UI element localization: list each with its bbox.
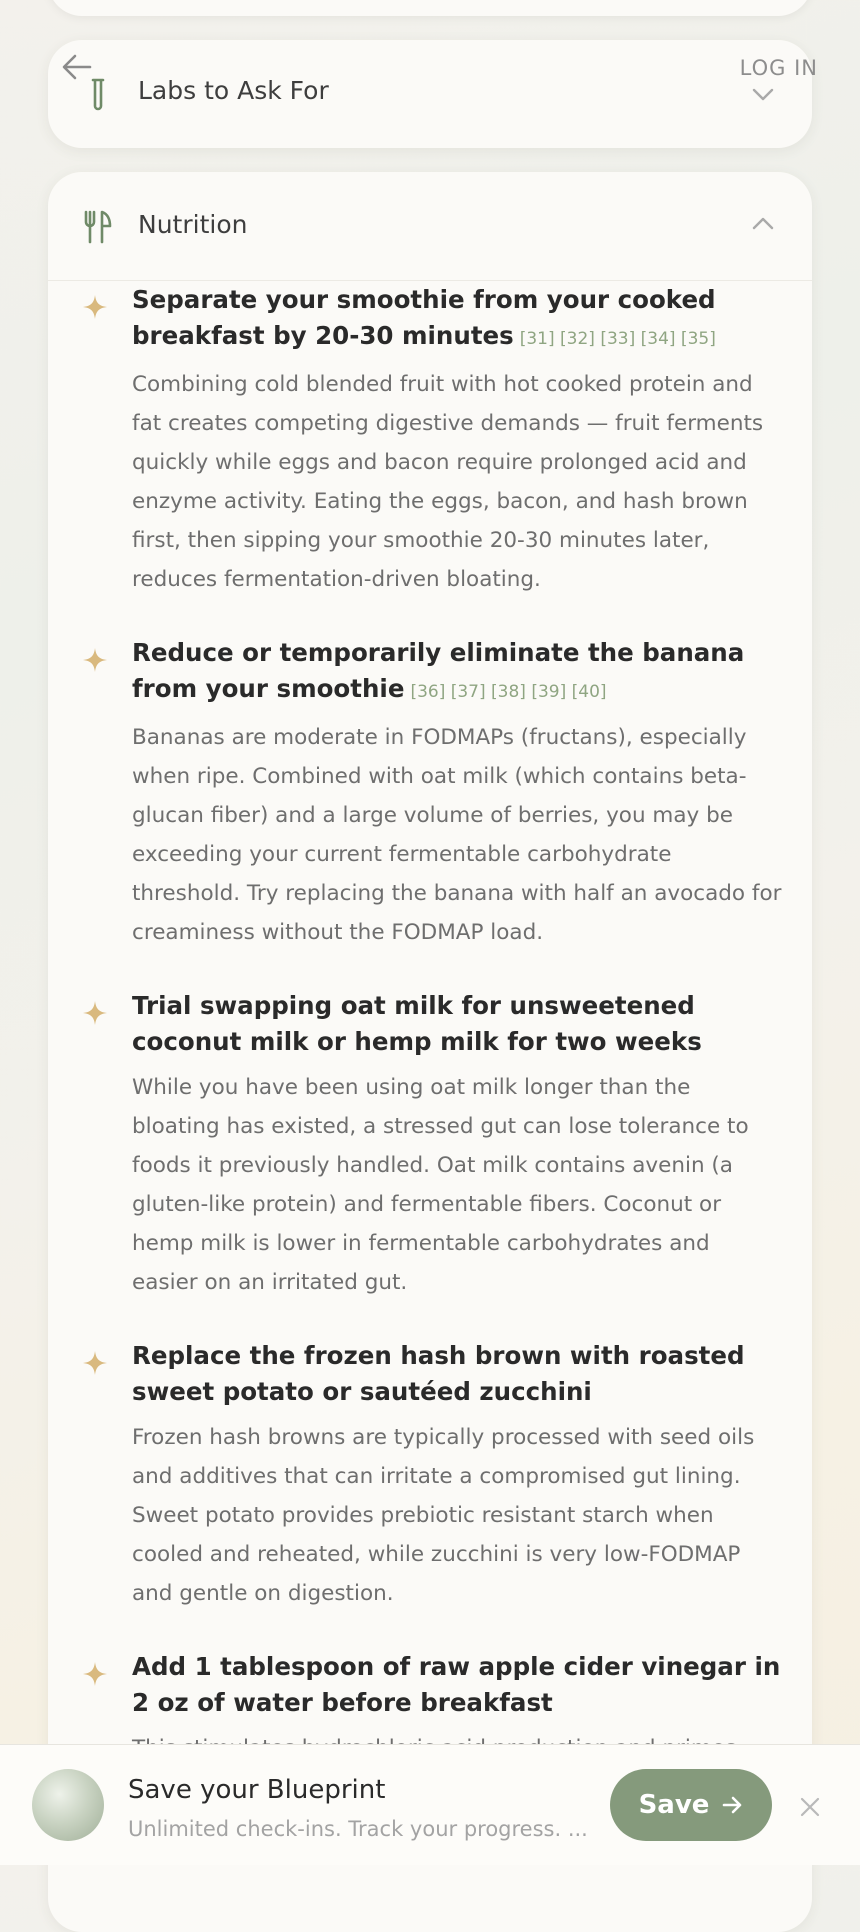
blueprint-orb-avatar	[32, 1769, 104, 1841]
back-arrow-icon[interactable]	[60, 50, 94, 84]
sparkle-icon	[82, 647, 108, 673]
list-item	[48, 282, 812, 599]
item-refs[interactable]: [31] [32] [33] [34] [35]	[519, 329, 716, 349]
login-link[interactable]: LOG IN	[739, 56, 818, 80]
save-bar-title: Save your Blueprint	[128, 1775, 386, 1805]
arrow-right-icon	[721, 1794, 743, 1816]
nutrition-card	[48, 172, 812, 1932]
item-title: Add 1 tablespoon of raw apple cider vinegar in 2 oz of water before breakfast	[132, 1652, 781, 1717]
save-blueprint-bar	[0, 1744, 860, 1865]
labs-card-header[interactable]	[48, 40, 812, 148]
item-refs[interactable]: [36] [37] [38] [39] [40]	[410, 682, 607, 702]
item-title: Reduce or temporarily eliminate the banana from your smoothie [36] [37] [38] [39] [40]	[132, 638, 745, 703]
labs-card-title: Labs to Ask For	[138, 76, 329, 105]
save-bar-subtitle: Unlimited check-ins. Track your progress. ...	[128, 1817, 588, 1841]
save-button[interactable]	[610, 1769, 772, 1841]
chevron-down-icon[interactable]	[752, 88, 774, 102]
list-item	[48, 1338, 812, 1613]
list-item	[48, 635, 812, 952]
nutrition-card-title: Nutrition	[138, 210, 248, 239]
save-button-label: Save	[638, 1790, 710, 1820]
close-icon[interactable]	[798, 1795, 822, 1819]
list-item	[48, 988, 812, 1302]
sparkle-icon	[82, 1350, 108, 1376]
sparkle-icon	[82, 1661, 108, 1687]
sparkle-icon	[82, 294, 108, 320]
item-body: Combining cold blended fruit with hot cooked protein and fat creates competing digestive demands — fruit ferments quickly while eggs and bacon require prolonged acid and enzyme activity. Eating the eggs, bacon, and hash brown first, then sipping your smoothie 20-30 minutes later, reduces fermentation-driven bloating.	[132, 372, 764, 592]
nutrition-list	[48, 282, 812, 1804]
item-title: Replace the frozen hash brown with roasted sweet potato or sautéed zucchini	[132, 1341, 745, 1406]
fork-knife-icon	[82, 208, 118, 246]
nutrition-card-header[interactable]	[48, 172, 812, 280]
previous-card-edge	[48, 0, 812, 16]
item-title: Trial swapping oat milk for unsweetened coconut milk or hemp milk for two weeks	[132, 991, 702, 1056]
item-body: Frozen hash browns are typically processed with seed oils and additives that can irritate a compromised gut lining. Sweet potato provides prebiotic resistant starch when cooled and reheated, while zucchini is very low-FODMAP and gentle on digestion.	[132, 1425, 755, 1606]
labs-card[interactable]	[48, 40, 812, 148]
chevron-up-icon[interactable]	[752, 216, 774, 230]
sparkle-icon	[82, 1000, 108, 1026]
item-title: Separate your smoothie from your cooked breakfast by 20-30 minutes [31] [32] [33] [34] [35]	[132, 285, 716, 350]
item-body: Bananas are moderate in FODMAPs (fructans), especially when ripe. Combined with oat milk (which contains beta-glucan fiber) and a large volume of berries, you may be exceeding your current fermentable carbohydrate threshold. Try replacing the banana with half an avocado for creaminess without the FODMAP load.	[132, 725, 782, 945]
item-body: While you have been using oat milk longer than the bloating has existed, a stressed gut can lose tolerance to foods it previously handled. Oat milk contains avenin (a gluten-like protein) and fermentable fibers. Coconut or hemp milk is lower in fermentable carbohydrates and easier on an irritated gut.	[132, 1075, 749, 1295]
card-divider	[48, 280, 812, 281]
